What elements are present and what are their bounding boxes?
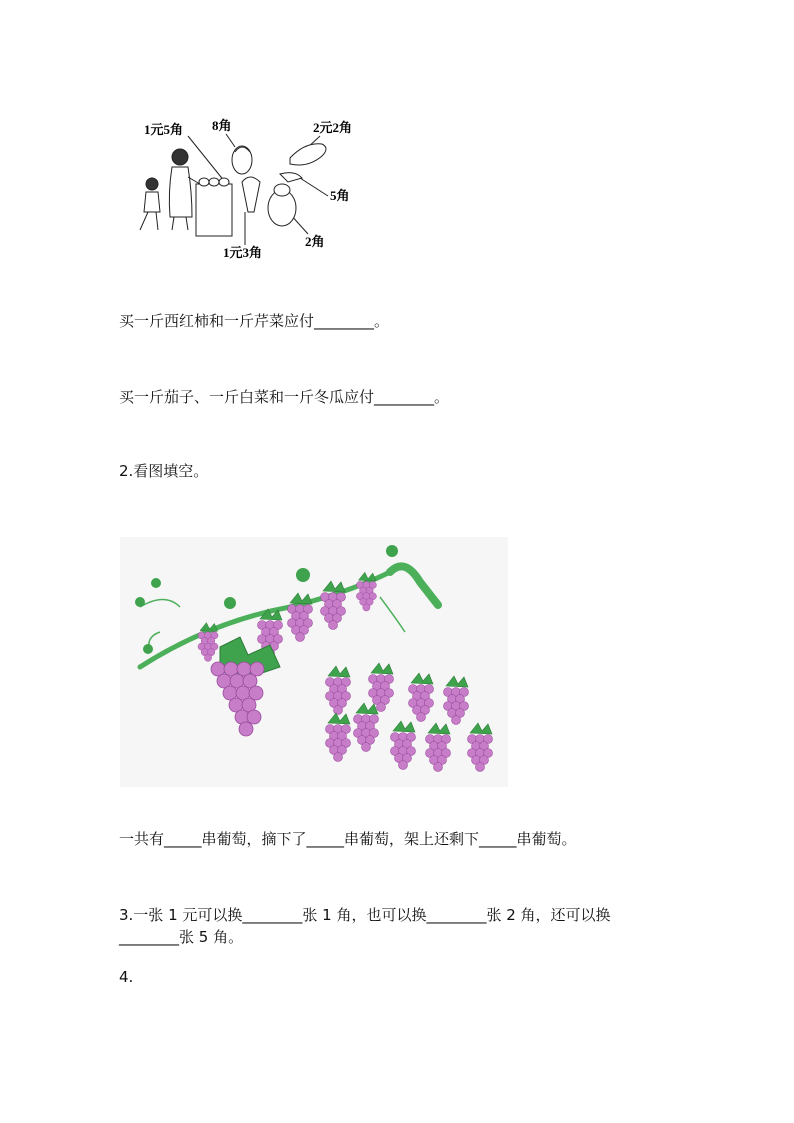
price-label-celery: 1元5角 — [144, 122, 184, 137]
question-3-line-2: ________张 5 角。 — [119, 928, 244, 946]
question-3-line-1: 3.一张 1 元可以换________张 1 角，也可以换________张 2 角，还可以换 — [119, 906, 611, 924]
price-label-wintermelon: 2角 — [305, 234, 325, 249]
question-1-line-2: 买一斤茄子、一斤白菜和一斤冬瓜应付________。 — [119, 388, 450, 406]
question-2-sentence: 一共有_____串葡萄，摘下了_____串葡萄，架上还剩下_____串葡萄。 — [119, 830, 577, 848]
question-4-label: 4. — [119, 968, 134, 986]
market-illustration — [130, 112, 370, 262]
price-label-pepper: 5角 — [330, 188, 350, 203]
market-price-figure — [130, 112, 370, 262]
grape-illustration — [120, 537, 508, 787]
grape-vine-figure — [120, 537, 508, 787]
price-label-eggplant: 2元2角 — [313, 120, 353, 135]
question-1-line-1: 买一斤西红柿和一斤芹菜应付________。 — [119, 312, 390, 330]
price-label-cabbage: 8角 — [212, 118, 232, 133]
vegetable-stall — [196, 178, 232, 236]
price-label-tomato: 1元3角 — [223, 245, 263, 260]
question-2-title: 2.看图填空。 — [119, 462, 209, 480]
vegetables-drawing — [232, 144, 326, 226]
